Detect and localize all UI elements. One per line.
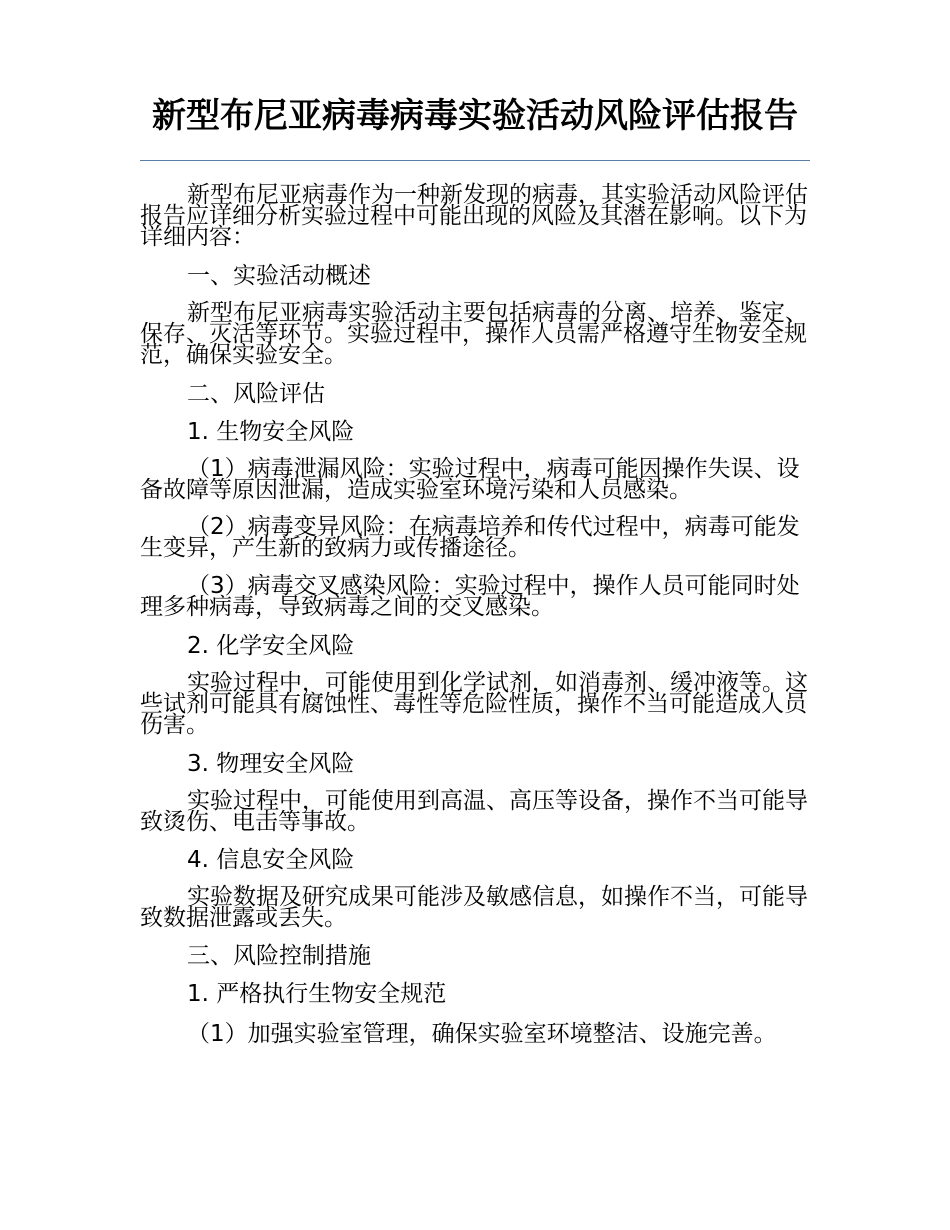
info-risk-heading: 4. 信息安全风险 bbox=[187, 847, 355, 873]
bio-risk-heading: 1. 生物安全风险 bbox=[187, 419, 355, 445]
intro-paragraph: 新型布尼亚病毒作为一种新发现的病毒，其实验活动风险评估报告应详细分析实验过程中可能出现的风险及其潜在影响。以下为详细内容： bbox=[140, 182, 808, 250]
phys-risk-body: 实验过程中，可能使用到高温、高压等设备，操作不当可能导致烫伤、电击等事故。 bbox=[140, 788, 808, 835]
info-risk-body: 实验数据及研究成果可能涉及敏感信息，如操作不当，可能导致数据泄露或丢失。 bbox=[140, 884, 808, 931]
chem-risk-body: 实验过程中，可能使用到化学试剂，如消毒剂、缓冲液等。这些试剂可能具有腐蚀性、毒性等危险性质，操作不当可能造成人员伤害。 bbox=[140, 670, 808, 738]
title-divider bbox=[140, 160, 810, 161]
chem-risk-heading: 2. 化学安全风险 bbox=[187, 633, 355, 659]
section3-heading: 三、风险控制措施 bbox=[187, 943, 371, 969]
section1-heading: 一、实验活动概述 bbox=[187, 263, 371, 289]
section2-heading: 二、风险评估 bbox=[187, 381, 325, 407]
bio-risk-item-3: （3）病毒交叉感染风险：实验过程中，操作人员可能同时处理多种病毒，导致病毒之间的交叉感染。 bbox=[140, 573, 800, 620]
phys-risk-heading: 3. 物理安全风险 bbox=[187, 751, 355, 777]
page-title: 新型布尼亚病毒病毒实验活动风险评估报告 bbox=[152, 96, 798, 136]
section1-body: 新型布尼亚病毒实验活动主要包括病毒的分离、培养、鉴定、保存、灭活等环节。实验过程中，操作人员需严格遵守生物安全规范，确保实验安全。 bbox=[140, 300, 808, 368]
control-sub1-item-1: （1）加强实验室管理，确保实验室环境整洁、设施完善。 bbox=[187, 1021, 777, 1047]
bio-risk-item-1: （1）病毒泄漏风险：实验过程中，病毒可能因操作失误、设备故障等原因泄漏，造成实验室环境污染和人员感染。 bbox=[140, 456, 800, 503]
control-sub1-heading: 1. 严格执行生物安全规范 bbox=[187, 981, 447, 1007]
bio-risk-item-2: （2）病毒变异风险：在病毒培养和传代过程中，病毒可能发生变异，产生新的致病力或传播途径。 bbox=[140, 514, 800, 561]
